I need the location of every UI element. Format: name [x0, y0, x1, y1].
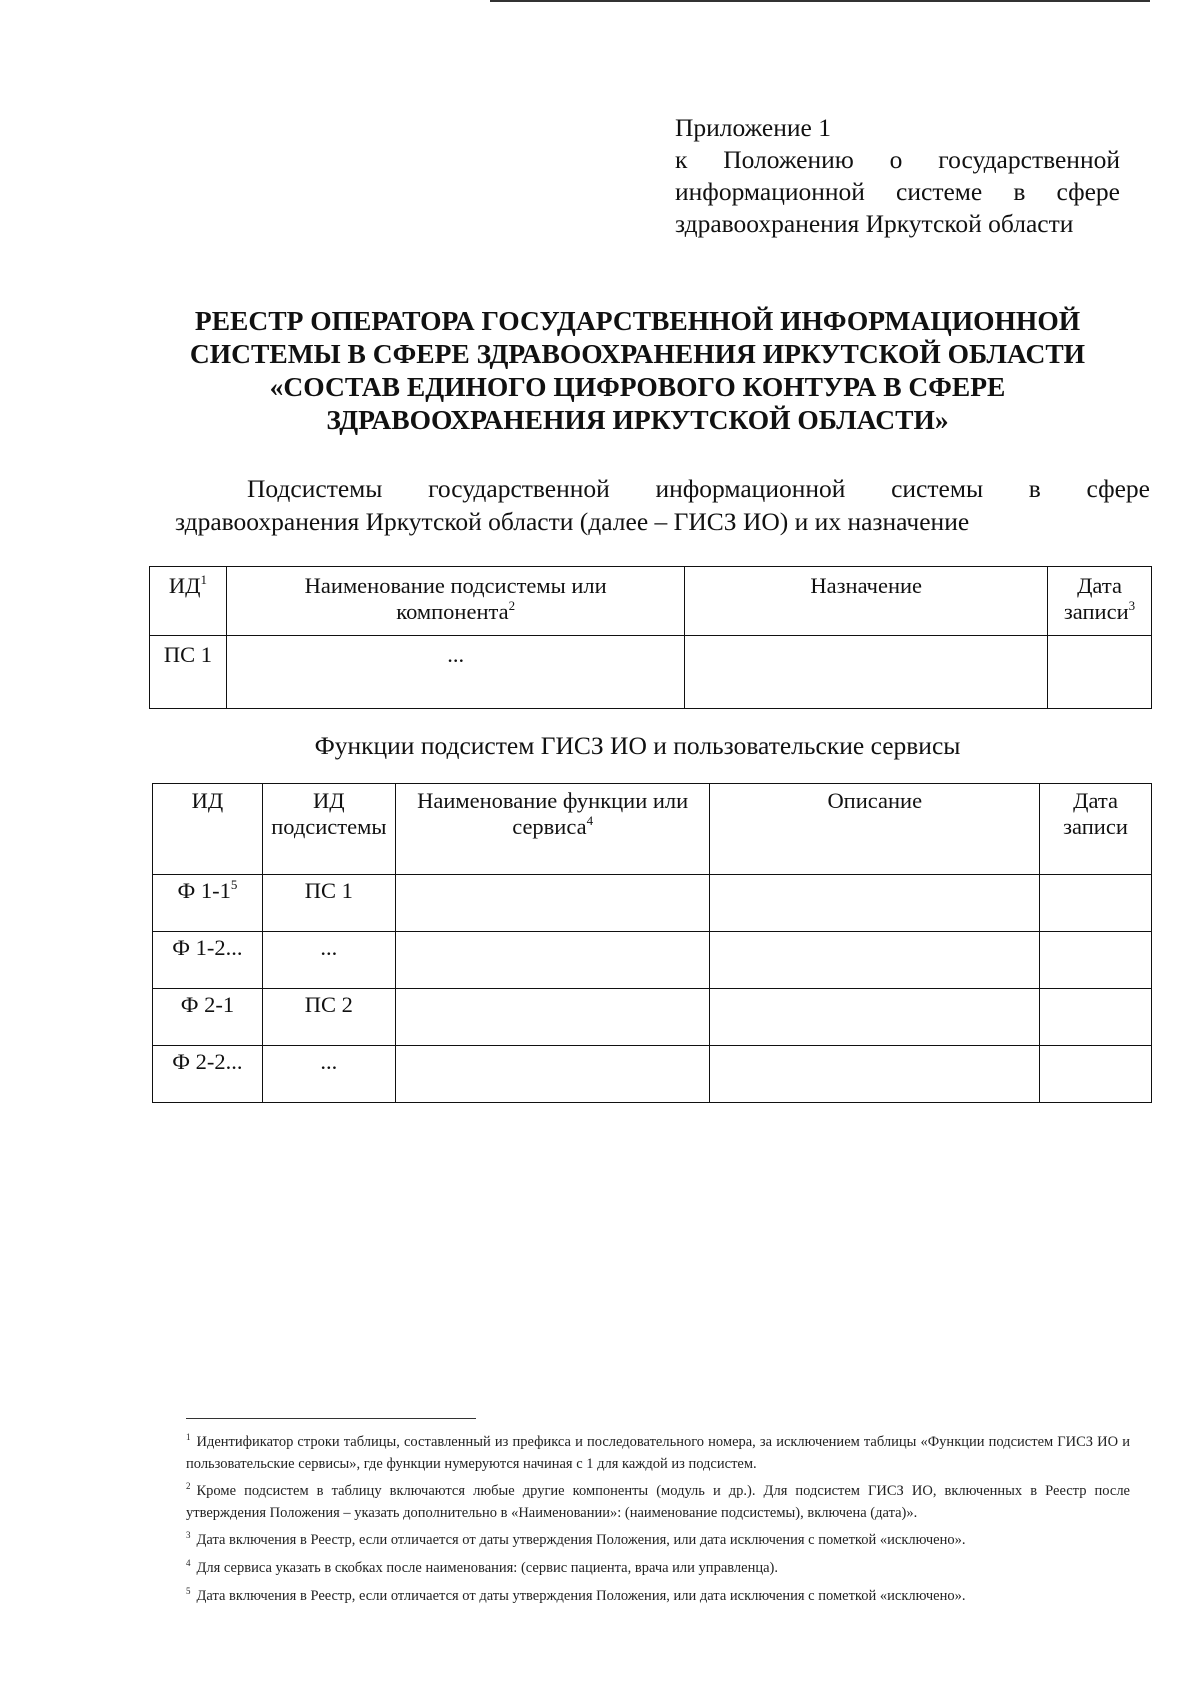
title-line: ЗДРАВООХРАНЕНИЯ ИРКУТСКОЙ ОБЛАСТИ»: [326, 404, 949, 435]
table-row: [153, 1046, 1152, 1103]
cell-function-name: [395, 875, 710, 932]
footnote-number: 3: [186, 1530, 191, 1540]
cell-function-name: [395, 932, 710, 989]
cell-date: [1040, 989, 1152, 1046]
cell-subsystem-id: ПС 1: [262, 875, 395, 932]
cell-subsystem-id: ...: [262, 1046, 395, 1103]
intro-line: здравоохранения Иркутской области (далее – ГИСЗ ИО) и их назначение: [175, 507, 970, 536]
title-line: СИСТЕМЫ В СФЕРЕ ЗДРАВООХРАНЕНИЯ ИРКУТСКОЙ ОБЛАСТИ: [189, 338, 1086, 369]
header-name: Наименование подсистемы или компонента$^2$: [226, 567, 685, 636]
cell-description: [710, 875, 1040, 932]
header-date: Дата записи$^3$: [1048, 567, 1152, 636]
cell-date: [1040, 932, 1152, 989]
header-description: Описание: [710, 784, 1040, 875]
header-function-name: Наименование функции или сервиса$^4$: [395, 784, 710, 875]
document-title: [150, 304, 1125, 436]
header-purpose: Назначение: [685, 567, 1048, 636]
header-subsystem-id: ИД подсистемы: [262, 784, 395, 875]
cell-name: ...: [226, 636, 685, 709]
header-date: Дата записи: [1040, 784, 1152, 875]
cell-description: [710, 932, 1040, 989]
functions-table: [152, 783, 1152, 1103]
appendix-line: здравоохранения Иркутской области: [675, 209, 1074, 238]
appendix-line: к Положению о государственной: [675, 145, 1120, 174]
footnotes: [186, 1432, 1130, 1614]
cell-id: Ф $1-1^5$: [153, 875, 263, 932]
title-line: РЕЕСТР ОПЕРАТОРА ГОСУДАРСТВЕННОЙ ИНФОРМАЦИОННОЙ: [194, 305, 1081, 336]
cell-id: Ф 2-2...: [153, 1046, 263, 1103]
cell-id: ПС 1: [150, 636, 227, 709]
cell-id: Ф 1-2...: [153, 932, 263, 989]
cell-function-name: [395, 989, 710, 1046]
intro-line: Подсистемы государственной информационной системы в сфере: [247, 474, 1150, 503]
header-id: $ИД^1$: [150, 567, 227, 636]
footnote-number: 2: [186, 1481, 191, 1491]
footnote: $^3$ Дата включения в Реестр, если отличается от даты утверждения Положения, или дата исключения с пометкой «исключено».: [186, 1530, 966, 1548]
footnote-ref: 5: [230, 877, 238, 892]
header-id: ИД: [153, 784, 263, 875]
cell-subsystem-id: ПС 2: [262, 989, 395, 1046]
cell-id: Ф 2-1: [153, 989, 263, 1046]
cell-subsystem-id: ...: [262, 932, 395, 989]
cell-function-name: [395, 1046, 710, 1103]
table-row: [153, 989, 1152, 1046]
table-header-row: [150, 567, 1152, 636]
subsystems-table: [149, 566, 1152, 709]
footnote: $^2$ Кроме подсистем в таблицу включаются любые другие компоненты (модуль и др.). Для подсистем ГИСЗ ИО, включенных в Реестр после утверждения Положения – указать дополнительно в «Наименовании»: (наименование подсистемы), включена (дата)».: [186, 1481, 1130, 1521]
footnote: $^4$ Для сервиса указать в скобках после наименования: (сервис пациента, врача или управленца).: [186, 1558, 778, 1576]
footnote: $^5$ Дата включения в Реестр, если отличается от даты утверждения Положения, или дата исключения с пометкой «исключено».: [186, 1586, 966, 1604]
footnote-ref: 4: [586, 813, 594, 828]
table-header-row: [153, 784, 1152, 875]
cell-description: [710, 989, 1040, 1046]
footnote-number: 5: [186, 1586, 191, 1596]
cell-description: [710, 1046, 1040, 1103]
subsystems-intro: [175, 472, 1150, 538]
appendix-line: информационной системе в сфере: [675, 177, 1120, 206]
top-border-line: [490, 0, 1150, 2]
footnote-number: 1: [186, 1432, 191, 1442]
cell-date: [1040, 875, 1152, 932]
functions-section-title: Функции подсистем ГИСЗ ИО и пользовательские сервисы: [314, 731, 961, 760]
footnote-ref: 2: [508, 598, 516, 613]
title-line: «СОСТАВ ЕДИНОГО ЦИФРОВОГО КОНТУРА В СФЕРЕ: [269, 371, 1006, 402]
appendix-block: [675, 112, 1120, 240]
table-row: [153, 932, 1152, 989]
cell-date: [1040, 1046, 1152, 1103]
footnote: $^1$ Идентификатор строки таблицы, составленный из префикса и последовательного номера, за исключением таблицы «Функции подсистем ГИСЗ ИО и пользовательские сервисы», где функции нумеруются начиная с 1 для каждой из подсистем.: [186, 1432, 1130, 1472]
table-row: [153, 875, 1152, 932]
footnote-number: 4: [186, 1558, 191, 1568]
appendix-label: Приложение 1: [675, 113, 831, 142]
footnote-ref: 3: [1128, 598, 1136, 613]
cell-date: [1048, 636, 1152, 709]
cell-purpose: [685, 636, 1048, 709]
footnote-ref: 1: [200, 572, 208, 587]
table-row: [150, 636, 1152, 709]
footnote-separator: [186, 1418, 476, 1419]
